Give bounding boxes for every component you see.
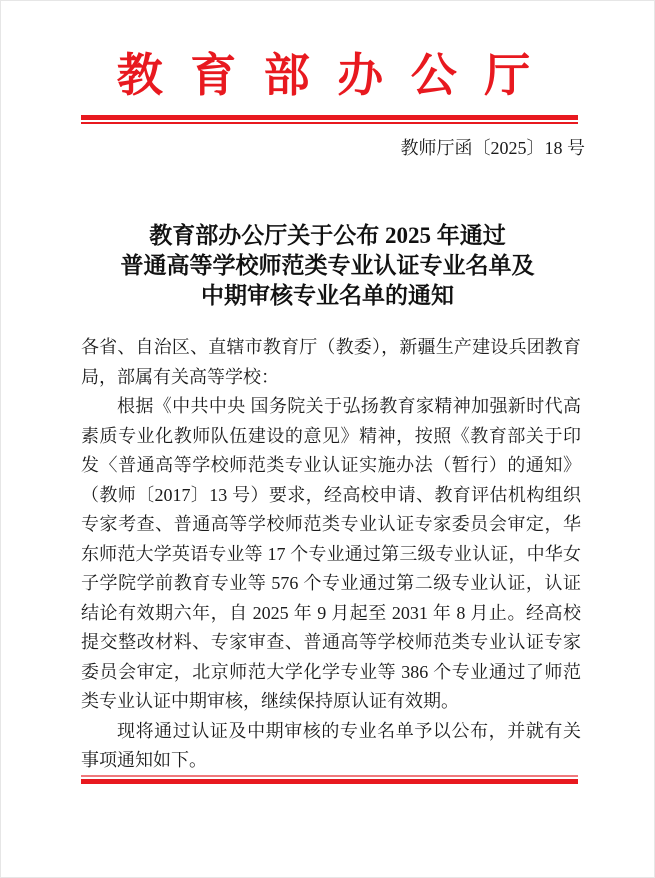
letterhead-agency-name: 教 育 部 办 公 厅: [116, 50, 539, 101]
paragraph-2: 现将通过认证及中期审核的专业名单予以公布，并就有关事项通知如下。: [81, 720, 581, 770]
document-number: 教师厅函〔2025〕18 号: [400, 138, 585, 158]
document-title: [1, 221, 654, 311]
footer-divider-thick-line: [81, 779, 578, 784]
divider-thin-line: [81, 122, 578, 124]
document-body: [81, 333, 581, 776]
title-line-2: 普通高等学校师范类专业认证专业名单及: [120, 253, 535, 278]
footer-divider: [81, 775, 578, 784]
salutation: 各省、自治区、直辖市教育厅（教委），新疆生产建设兵团教育局，部属有关高等学校：: [81, 337, 581, 387]
title-line-3: 中期审核专业名单的通知: [201, 283, 454, 308]
letterhead-divider: [81, 115, 578, 124]
paragraph-1: 根据《中共中央 国务院关于弘扬教育家精神加强新时代高素质专业化教师队伍建设的意见》精神，按照《教育部关于印发〈普通高等学校师范类专业认证实施办法（暂行）的通知》（教师〔2017〕13 号）要求，经高校申请、教育评估机构组织专家考查、普通高等学校师范类专业认证专家委员会审定，华东师范大学英语专业等 17 个专业通过第三级专业认证，中华女子学院学前教育专业等 576 个专业通过第二级专业认证，认证结论有效期六年，自 2025 年 9 月起至 2031 年 8 月止。经高校提交整改材料、专家审查、普通高等学校师范类专业认证专家委员会审定，北京师范大学化学专业等 386 个专业通过了师范类专业认证中期审核，继续保持原认证有效期。: [81, 396, 581, 711]
title-line-1: 教育部办公厅关于公布 2025 年通过: [149, 223, 506, 248]
